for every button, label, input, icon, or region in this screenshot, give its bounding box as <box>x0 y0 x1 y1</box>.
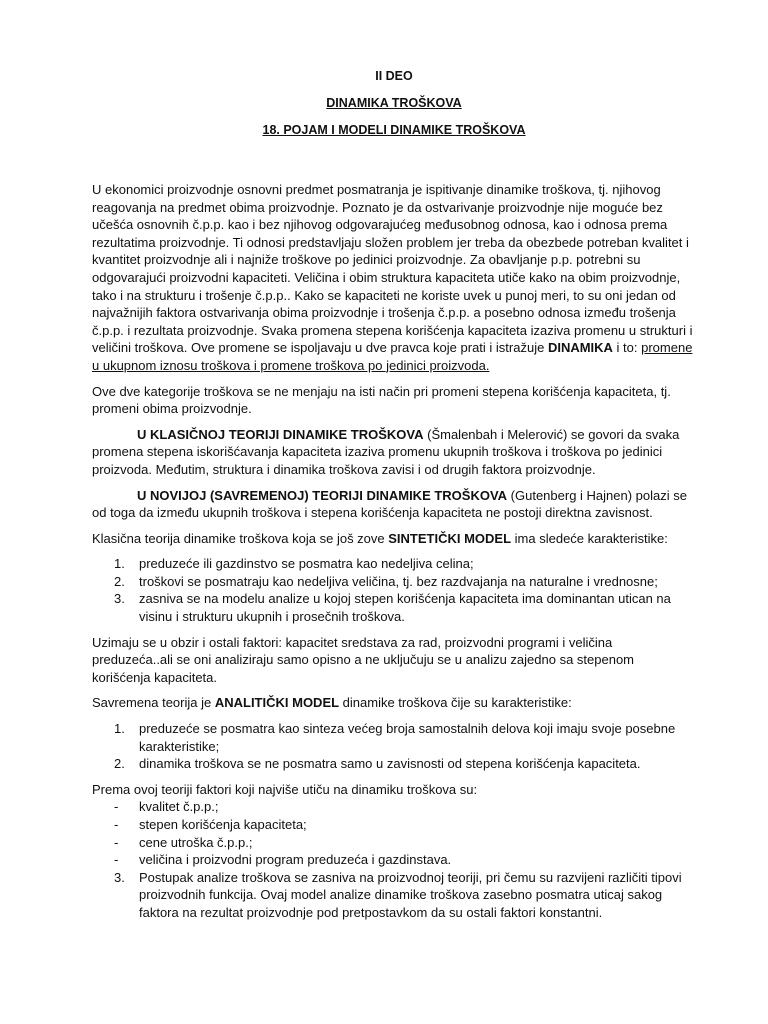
list-item: 3. zasniva se na modelu analize u kojoj stepen korišćenja kapaciteta ima dominantan utican na visinu i strukturu ukupnih i prosečnih troškova. <box>114 591 671 625</box>
list-item: 1. preduzeće ili gazdinstvo se posmatra kao nedeljiva celina; <box>114 556 474 572</box>
list-item: 1. preduzeće se posmatra kao sinteza većeg broja samostalnih delova koji imaju svoje posebne karakteristike; <box>114 721 676 754</box>
paragraph-other-factors: Uzimaju se u obzir i ostali faktori: kapacitet sredstava za rad, proizvodni programi i veličina preduzeća..ali se oni analiziraju samo opisno a ne uključuju se u analizu zajedno sa stepenom korišćenja kapaciteta. <box>92 634 635 685</box>
paragraph-categories: Ove dve kategorije troškova se ne menjaju na isti način pri promeni stepena korišćenja kapaciteta, tj. promeni obima proizvodnje. <box>92 383 671 417</box>
paragraph-analytic-model: Savremena teorija je ANALITIČKI MODEL dinamike troškova čije su karakteristike: <box>92 695 572 711</box>
paragraph-intro: U ekonomici proizvodnje osnovni predmet posmatranja je ispitivanje dinamike troškova, tj. njihovog reagovanja na predmet obima proizvodnje. Poznato je da ostvarivanje proizvodnje nije moguće bez učešća osnovnih č.p.p. kao i bez njihovog odgovarajućeg međusobnog odnosa, kao i odnosa prema rezultatima proizvodnje. Ti odnosi predstavljaju složen problem jer treba da obezbede potreban kvalitet i kvantitet proizvodnje ali i najniže troškove po jedinici proizvodnje. Za obavljanje p.p. potrebni su odgovarajući proizvodni kapaciteti. Veličina i obim struktura kapaciteta utiče kako na obim proizvodnje, tako i na strukturu i trošenje č.p.p.. Kako se kapaciteti ne koriste uvek u punoj meri, to su oni jedan od najvažnijih faktora ostvarivanja obima proizvodnje i trošenja č.p.p. a posebno odnosa između trošenja č.p.p. i rezultata proizvodnje. Svaka promena stepena korišćenja kapaciteta izaziva promenu u strukturi i veličini troškova. Ove promene se ispoljavaju u dve pravca koje prati i istražuje DINAMIKA i to: promene u ukupnom iznosu troškova i promene troškova po jedinici proizvoda. <box>92 182 693 373</box>
chapter-heading: 18. POJAM I MODELI DINAMIKE TROŠKOVA <box>262 123 526 137</box>
part-heading: II DEO <box>375 69 413 83</box>
paragraph-modern-theory: U NOVIJOJ (SAVREMENOJ) TEORIJI DINAMIKE TROŠKOVA (Gutenberg i Hajnen) polazi se od toga da između ukupnih troškova i stepena korišćenja kapaciteta ne postoji direktna zavisnost. <box>92 487 687 521</box>
analytic-model-list <box>92 720 696 773</box>
list-item: 2. troškovi se posmatraju kao nedeljiva veličina, tj. bez razdvajanja na naturalne i vrednosne; <box>114 573 658 589</box>
list-item: - stepen korišćenja kapaciteta; <box>114 817 307 832</box>
paragraph-factors-intro: Prema ovoj teoriji faktori koji najviše utiču na dinamiku troškova su: <box>92 781 478 797</box>
list-item: - veličina i proizvodni program preduzeća i gazdinstava. <box>114 852 452 868</box>
list-item: - kvalitet č.p.p.; <box>114 799 219 815</box>
title-heading: DINAMIKA TROŠKOVA <box>326 96 462 110</box>
list-item: 2. dinamika troškova se ne posmatra samo u zavisnosti od stepena korišćenja kapaciteta. <box>114 756 641 772</box>
analysis-procedure-list <box>92 869 696 922</box>
list-item: - cene utroška č.p.p.; <box>114 834 253 850</box>
synthetic-model-list <box>92 555 696 625</box>
factors-list <box>92 798 696 868</box>
paragraph-synthetic-model: Klasična teorija dinamike troškova koja se još zove SINTETIČKI MODEL ima sledeće karakteristike: <box>92 530 668 546</box>
paragraph-classic-theory: U KLASIČNOJ TEORIJI DINAMIKE TROŠKOVA (Šmalenbah i Melerović) se govori da svaka promena stepena iskorišćavanja kapaciteta izaziva promenu ukupnih troškova i troškova po jedinici proizvoda. Međutim, struktura i dinamika troškova zavisi i od drugih faktora proizvodnje. <box>92 426 680 477</box>
list-item: 3. Postupak analize troškova se zasniva na proizvodnoj teoriji, pri čemu su razvijeni različiti tipovi proizvodnih funkcija. Ovaj model analize dinamike troškova zasebno posmatra uticaj sakog faktora na rezultat proizvodnje pod pretpostavkom da su ostali faktori konstantni. <box>114 869 682 920</box>
